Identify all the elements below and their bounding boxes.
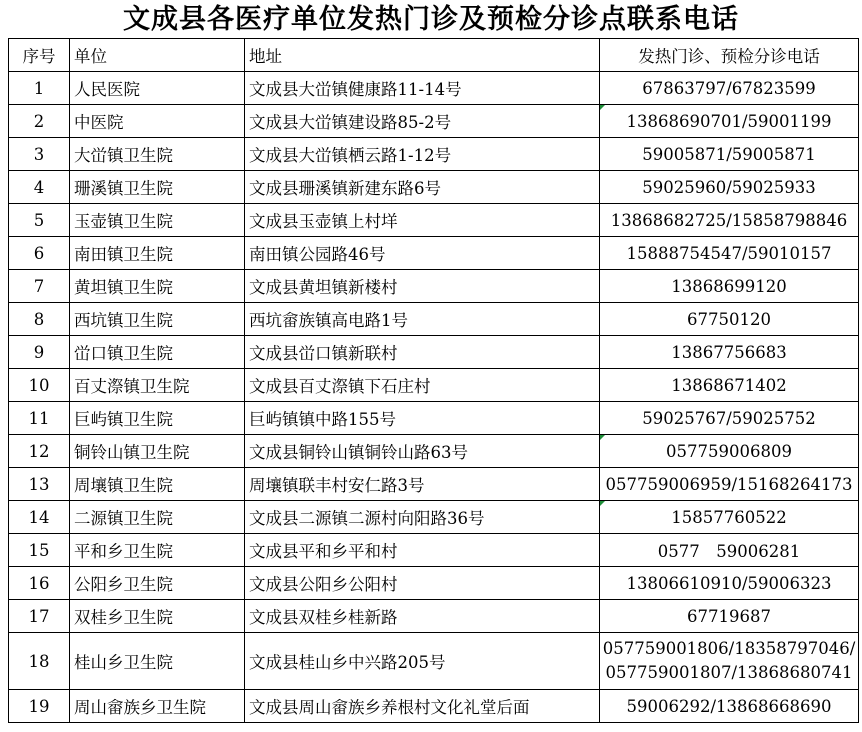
row-address: 文成县大峃镇栖云路1-12号 [245, 138, 600, 171]
row-phone: 13867756683 [600, 336, 859, 369]
row-address: 文成县峃口镇新联村 [245, 336, 600, 369]
row-address: 南田镇公园路46号 [245, 237, 600, 270]
row-unit: 黄坦镇卫生院 [70, 270, 245, 303]
row-no: 6 [9, 237, 70, 270]
row-phone: 59006292/13868668690 [600, 690, 859, 723]
row-unit: 大峃镇卫生院 [70, 138, 245, 171]
cell-marker-icon [600, 105, 605, 110]
row-unit: 人民医院 [70, 72, 245, 105]
row-phone: 59025960/59025933 [600, 171, 859, 204]
row-no: 1 [9, 72, 70, 105]
row-phone-line-1: 057759001806/18358797046/ [602, 639, 856, 658]
table-row [9, 633, 859, 690]
row-phone: 13806610910/59006323 [600, 567, 859, 600]
row-address: 文成县珊溪镇新建东路6号 [245, 171, 600, 204]
row-no: 16 [9, 567, 70, 600]
table-row [9, 435, 859, 468]
cell-marker-icon [600, 435, 605, 440]
row-phone: 13868699120 [600, 270, 859, 303]
table-row [9, 501, 859, 534]
row-no: 19 [9, 690, 70, 723]
row-phone: 0577 59006281 [600, 534, 859, 567]
row-phone: 67719687 [600, 600, 859, 633]
row-unit: 玉壶镇卫生院 [70, 204, 245, 237]
table-row [9, 369, 859, 402]
header-row [9, 39, 859, 72]
table-row [9, 303, 859, 336]
row-no: 15 [9, 534, 70, 567]
cell-marker-icon [600, 501, 605, 506]
row-phone-line-2: 057759001807/13868680741 [605, 663, 853, 682]
row-phone: 59025767/59025752 [600, 402, 859, 435]
row-address: 文成县黄坦镇新楼村 [245, 270, 600, 303]
row-address: 文成县平和乡平和村 [245, 534, 600, 567]
row-unit: 中医院 [70, 105, 245, 138]
row-phone: 13868682725/15858798846 [600, 204, 859, 237]
row-no: 2 [9, 105, 70, 138]
row-no: 11 [9, 402, 70, 435]
row-phone [600, 105, 859, 138]
table-row [9, 600, 859, 633]
row-address: 文成县二源镇二源村向阳路36号 [245, 501, 600, 534]
row-no: 8 [9, 303, 70, 336]
row-address: 文成县桂山乡中兴路205号 [245, 633, 600, 690]
table-row [9, 567, 859, 600]
row-unit: 珊溪镇卫生院 [70, 171, 245, 204]
row-phone-text: 057759006809 [666, 441, 792, 461]
row-address: 周壤镇联丰村安仁路3号 [245, 468, 600, 501]
row-phone: 13868671402 [600, 369, 859, 402]
row-no: 18 [9, 633, 70, 690]
row-no: 9 [9, 336, 70, 369]
row-phone [600, 435, 859, 468]
row-no: 13 [9, 468, 70, 501]
table-row [9, 402, 859, 435]
row-phone: 67863797/67823599 [600, 72, 859, 105]
row-no: 14 [9, 501, 70, 534]
table-row [9, 204, 859, 237]
row-unit: 南田镇卫生院 [70, 237, 245, 270]
row-phone [600, 501, 859, 534]
row-phone [600, 633, 859, 690]
row-unit: 铜铃山镇卫生院 [70, 435, 245, 468]
row-address: 文成县周山畲族乡养根村文化礼堂后面 [245, 690, 600, 723]
row-phone-text: 15857760522 [671, 507, 787, 527]
row-address: 文成县双桂乡桂新路 [245, 600, 600, 633]
row-address: 文成县大峃镇建设路85-2号 [245, 105, 600, 138]
row-address: 文成县玉壶镇上村垟 [245, 204, 600, 237]
page-title: 文成县各医疗单位发热门诊及预检分诊点联系电话 [123, 4, 739, 35]
row-phone-text: 13868690701/59001199 [626, 111, 832, 131]
table-row [9, 171, 859, 204]
header-address: 地址 [245, 39, 600, 72]
table-row [9, 468, 859, 501]
row-address: 文成县百丈漈镇下石庄村 [245, 369, 600, 402]
row-address: 文成县大峃镇健康路11-14号 [245, 72, 600, 105]
row-unit: 公阳乡卫生院 [70, 567, 245, 600]
row-unit: 二源镇卫生院 [70, 501, 245, 534]
header-no: 序号 [9, 39, 70, 72]
row-address: 西坑畲族镇高电路1号 [245, 303, 600, 336]
row-address: 文成县铜铃山镇铜铃山路63号 [245, 435, 600, 468]
row-no: 7 [9, 270, 70, 303]
table-row [9, 690, 859, 723]
table-row [9, 270, 859, 303]
row-phone: 057759006959/15168264173 [600, 468, 859, 501]
row-no: 3 [9, 138, 70, 171]
row-no: 5 [9, 204, 70, 237]
row-unit: 百丈漈镇卫生院 [70, 369, 245, 402]
row-no: 10 [9, 369, 70, 402]
table-row [9, 138, 859, 171]
row-unit: 桂山乡卫生院 [70, 633, 245, 690]
row-unit: 周山畲族乡卫生院 [70, 690, 245, 723]
row-unit: 周壤镇卫生院 [70, 468, 245, 501]
row-unit: 巨屿镇卫生院 [70, 402, 245, 435]
contact-table [8, 38, 859, 723]
row-no: 4 [9, 171, 70, 204]
table-row [9, 72, 859, 105]
table-row [9, 237, 859, 270]
table-row [9, 534, 859, 567]
row-no: 12 [9, 435, 70, 468]
row-unit: 峃口镇卫生院 [70, 336, 245, 369]
row-unit: 西坑镇卫生院 [70, 303, 245, 336]
row-phone: 59005871/59005871 [600, 138, 859, 171]
row-phone: 15888754547/59010157 [600, 237, 859, 270]
row-address: 文成县公阳乡公阳村 [245, 567, 600, 600]
row-unit: 平和乡卫生院 [70, 534, 245, 567]
header-phone: 发热门诊、预检分诊电话 [600, 39, 859, 72]
table-row [9, 336, 859, 369]
table-row [9, 105, 859, 138]
row-address: 巨屿镇镇中路155号 [245, 402, 600, 435]
row-no: 17 [9, 600, 70, 633]
row-phone: 67750120 [600, 303, 859, 336]
header-unit: 单位 [70, 39, 245, 72]
row-unit: 双桂乡卫生院 [70, 600, 245, 633]
